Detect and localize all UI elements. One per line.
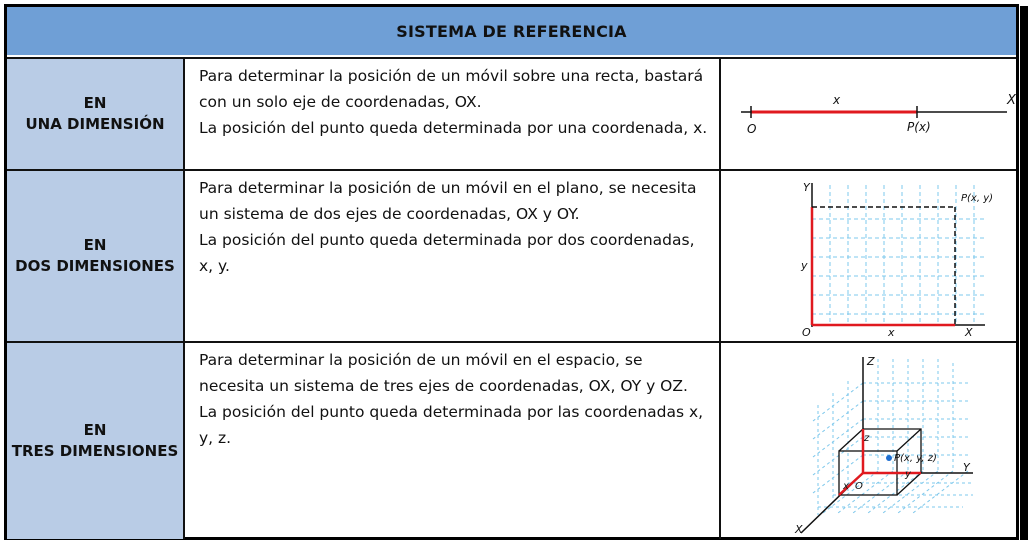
description-paragraph: Para determinar la posición de un móvil en el espacio, se necesita un sistema de tres ejes de coordenadas, OX, OY y OZ. [199, 351, 688, 395]
row-two-dimensions [7, 169, 1016, 341]
table-title: SISTEMA DE REFERENCIA [396, 21, 627, 41]
x-label: x [888, 326, 895, 339]
z-label: z [864, 433, 870, 444]
x-label: x [843, 481, 849, 492]
row-label [7, 171, 185, 341]
x-axis-label: X [1007, 93, 1016, 108]
x-axis-label: X [795, 523, 803, 536]
row-one-dimension [7, 57, 1016, 169]
point-label: P(x, y, z) [894, 453, 937, 464]
row-label-line1: EN [83, 421, 107, 439]
y-axis-label: Y [963, 461, 970, 474]
description-paragraph: Para determinar la posición de un móvil sobre una recta, bastará con un solo eje de coordenadas, OX. [199, 67, 704, 111]
point-marker [886, 455, 892, 461]
figure-1d-axis [723, 59, 1016, 169]
x-axis-label: X [965, 326, 973, 339]
origin-label: O [747, 122, 757, 136]
y-label: y [905, 469, 911, 480]
description-paragraph: Para determinar la posición de un móvil en el plano, se necesita un sistema de dos ejes de coordenadas, OX y OY. [199, 179, 697, 223]
row-description [185, 171, 721, 341]
z-axis-label: Z [867, 355, 875, 368]
row-label-line1: EN [83, 94, 107, 112]
page-edge-bar [1020, 6, 1028, 540]
grid [812, 185, 985, 323]
row-three-dimensions [7, 341, 1016, 539]
point-label: P(x, y) [961, 193, 994, 204]
grid [813, 359, 973, 515]
point-label: P(x) [907, 120, 931, 134]
figure-3d-space [723, 343, 1016, 539]
row-label-line2: TRES DIMENSIONES [11, 442, 179, 460]
y-axis-label: Y [803, 181, 810, 194]
reference-system-table [4, 4, 1019, 540]
origin-label: O [855, 481, 863, 492]
row-description [185, 59, 721, 169]
figure-2d-plane [723, 171, 1016, 341]
row-label-line1: EN [83, 236, 107, 254]
row-label-line2: UNA DIMENSIÓN [25, 115, 165, 133]
description-paragraph: La posición del punto queda determinada por dos coordenadas, x, y. [199, 231, 695, 275]
description-paragraph: La posición del punto queda determinada por una coordenada, x. [199, 119, 708, 137]
row-label [7, 343, 185, 539]
y-label: y [801, 259, 808, 272]
origin-label: O [802, 326, 811, 339]
description-paragraph: La posición del punto queda determinada por las coordenadas x, y, z. [199, 403, 704, 447]
table-header [7, 7, 1016, 57]
row-description [185, 343, 721, 539]
row-label-line2: DOS DIMENSIONES [15, 257, 175, 275]
row-label [7, 59, 185, 169]
segment-label: x [833, 93, 841, 107]
